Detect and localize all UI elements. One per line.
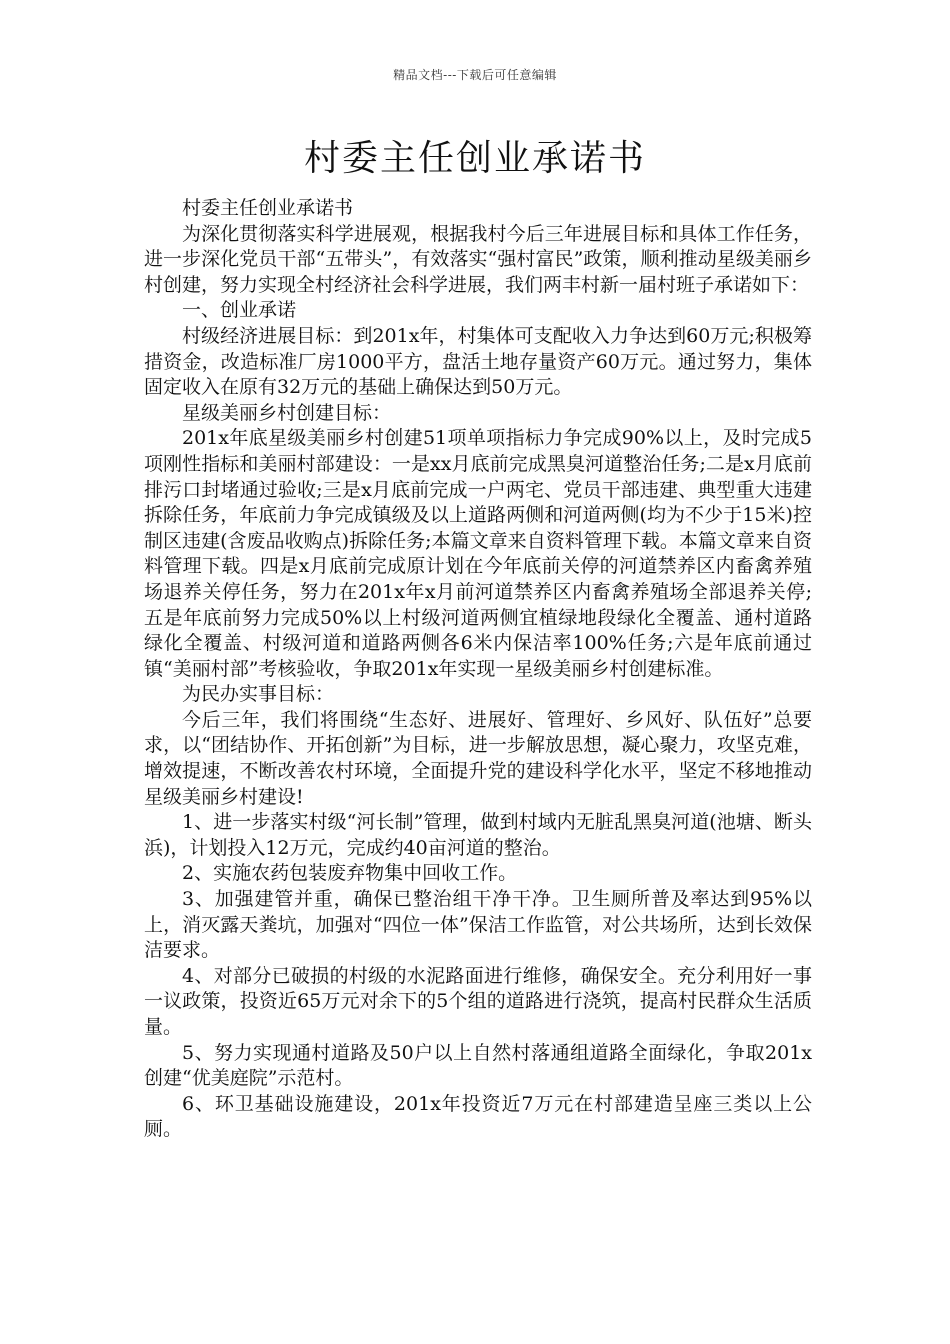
paragraph-intro: 为深化贯彻落实科学进展观，根据我村今后三年进展目标和具体工作任务，进一步深化党员干部“五带头”，有效落实“强村富民”政策，顺利推动星级美丽乡村创建，努力实现全村经济社会科学进展，我们两丰村新一届村班子承诺如下： — [144, 222, 812, 296]
list-item: 2、实施农药包装废弃物集中回收工作。 — [182, 862, 518, 885]
header-note: 精品文档---下载后可任意编辑 — [393, 68, 557, 82]
list-item: 1、进一步落实村级“河长制”管理，做到村域内无脏乱黑臭河道(池塘、断头浜)，计划投入12万元，完成约40亩河道的整治。 — [144, 811, 812, 859]
section-heading: 一、创业承诺 — [182, 299, 297, 322]
list-item: 4、对部分已破损的村级的水泥路面进行维修，确保安全。充分利用好一事一议政策，投资近65万元对余下的5个组的道路进行浇筑，提高村民群众生活质量。 — [144, 964, 812, 1038]
paragraph-subtitle: 村委主任创业承诺书 — [182, 197, 354, 219]
paragraph-economy: 村级经济进展目标：到201x年，村集体可支配收入力争达到60万元;积极筹措资金，改造标准厂房1000平方，盘活土地存量资产60万元。通过努力，集体固定收入在原有32万元的基础上确保达到50万元。 — [144, 324, 812, 399]
list-item: 6、环卫基础设施建设，201x年投资近7万元在村部建造呈座三类以上公厕。 — [144, 1092, 812, 1141]
list-item: 3、加强建管并重，确保已整治组干净干净。卫生厕所普及率达到95%以上，消灭露天粪坑，加强对“四位一体”保洁工作监管，对公共场所，达到长效保洁要求。 — [144, 888, 812, 962]
subheading-practical: 为民办实事目标： — [182, 683, 335, 706]
list-item: 5、努力实现通村道路及50户以上自然村落通组道路全面绿化，争取201x创建“优美庭院”示范村。 — [144, 1041, 812, 1090]
document-body — [144, 196, 812, 1143]
document-title: 村委主任创业承诺书 — [303, 138, 646, 179]
paragraph-village: 201x年底星级美丽乡村创建51项单项指标力争完成90%以上，及时完成5项刚性指标和美丽村部建设：一是xx月底前完成黑臭河道整治任务;二是x月底前排污口封堵通过验收;三是x月底前完成一户两宅、党员干部违建、典型重大违建拆除任务，年底前力争完成镇级及以上道路两侧和河道两侧(均为不少于15米)控制区违建(含废品收购点)拆除任务;本篇文章来自资料管理下载。本篇文章来自资料管理下载。四是x月底前完成原计划在今年底前关停的河道禁养区内畜禽养殖场退养关停任务，努力在201x年x月前河道禁养区内畜禽养殖场全部退养关停;五是年底前努力完成50%以上村级河道两侧宜植绿地段绿化全覆盖、通村道路绿化全覆盖、村级河道和道路两侧各6米内保洁率100%任务;六是年底前通过镇“美丽村部”考核验收，争取201x年实现一星级美丽乡村创建标准。 — [144, 427, 812, 680]
paragraph-practical: 今后三年，我们将围绕“生态好、进展好、管理好、乡风好、队伍好”总要求，以“团结协作、开拓创新”为目标，进一步解放思想，凝心聚力，攻坚克难，增效提速，不断改善农村环境，全面提升党的建设科学化水平，坚定不移地推动星级美丽乡村建设! — [144, 708, 812, 808]
subheading-village: 星级美丽乡村创建目标： — [182, 401, 392, 424]
